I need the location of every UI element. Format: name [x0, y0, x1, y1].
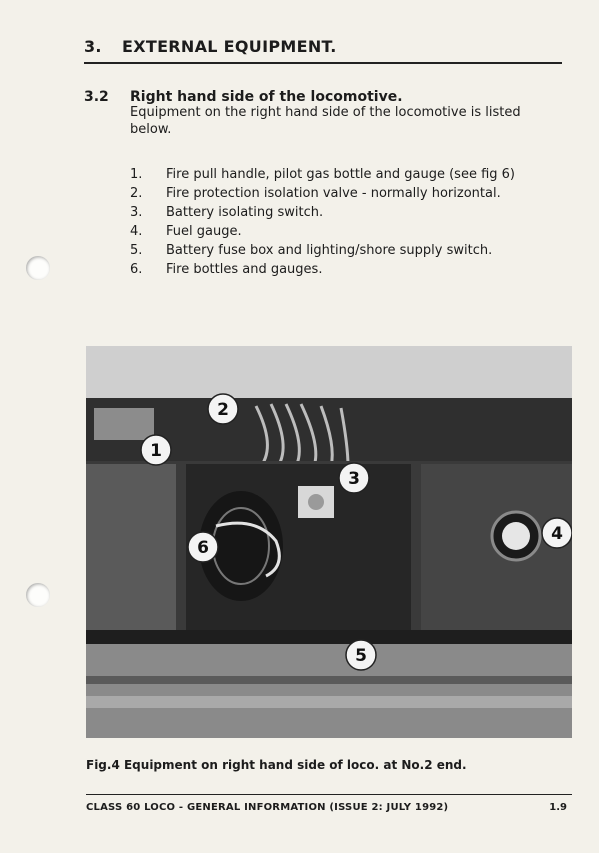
- callout-5: [346, 640, 376, 670]
- list-item: [130, 165, 515, 184]
- list-item-number: 1.: [130, 167, 143, 182]
- list-item-text: Battery fuse box and lighting/shore supply switch.: [166, 243, 493, 258]
- section-title: EXTERNAL EQUIPMENT.: [122, 37, 337, 56]
- callout-2: [208, 394, 238, 424]
- list-item-number: 5.: [130, 243, 143, 258]
- list-item-number: 6.: [130, 262, 143, 277]
- photo-background: [86, 346, 572, 406]
- callout-label: 6: [197, 538, 209, 558]
- left-cabinet: [86, 464, 176, 634]
- section-heading: [84, 37, 337, 56]
- intro-paragraph: Equipment on the right hand side of the locomotive is listed below.: [130, 105, 521, 137]
- list-item: [130, 222, 515, 241]
- footer-rule: [86, 794, 572, 795]
- callout-6: [188, 532, 218, 562]
- subsection-number: 3.2: [84, 89, 109, 105]
- callout-label: 1: [150, 441, 162, 461]
- list-item: [130, 241, 515, 260]
- equipment-list: [130, 165, 515, 279]
- footer-page-number: 1.9: [549, 802, 567, 813]
- callout-label: 2: [217, 400, 229, 420]
- subsection-title: Right hand side of the locomotive.: [130, 89, 403, 105]
- list-item-number: 4.: [130, 224, 143, 239]
- list-item: [130, 203, 515, 222]
- punch-hole-upper: [26, 256, 50, 280]
- punch-hole-lower: [26, 583, 50, 607]
- list-item-text: Battery isolating switch.: [166, 205, 324, 220]
- solebar: [86, 630, 572, 644]
- ballast: [86, 644, 572, 738]
- callout-1: [141, 435, 171, 465]
- sleeper: [86, 696, 572, 708]
- footer-document-title: CLASS 60 LOCO - GENERAL INFORMATION (ISSUE 2: JULY 1992): [86, 802, 449, 813]
- section-number: 3.: [84, 37, 102, 56]
- list-item-text: Fire pull handle, pilot gas bottle and gauge (see fig 6): [166, 167, 515, 182]
- figure-caption: Fig.4 Equipment on right hand side of loco. at No.2 end.: [86, 758, 467, 772]
- list-item-text: Fuel gauge.: [166, 224, 242, 239]
- callout-label: 3: [348, 469, 360, 489]
- callout-3: [339, 463, 369, 493]
- locomotive-photo: [86, 346, 572, 738]
- heading-rule: [84, 62, 562, 64]
- callout-4: [542, 518, 572, 548]
- equipment-panel: [94, 408, 154, 440]
- list-item: [130, 184, 515, 203]
- list-item-number: 2.: [130, 186, 143, 201]
- list-item: [130, 260, 515, 279]
- list-item-text: Fire protection isolation valve - normally horizontal.: [166, 186, 501, 201]
- callout-label: 5: [355, 646, 367, 666]
- callout-label: 4: [551, 524, 563, 544]
- list-item-text: Fire bottles and gauges.: [166, 262, 323, 277]
- rail: [86, 676, 572, 684]
- locomotive-photo-illustration: [86, 346, 572, 738]
- list-item-number: 3.: [130, 205, 143, 220]
